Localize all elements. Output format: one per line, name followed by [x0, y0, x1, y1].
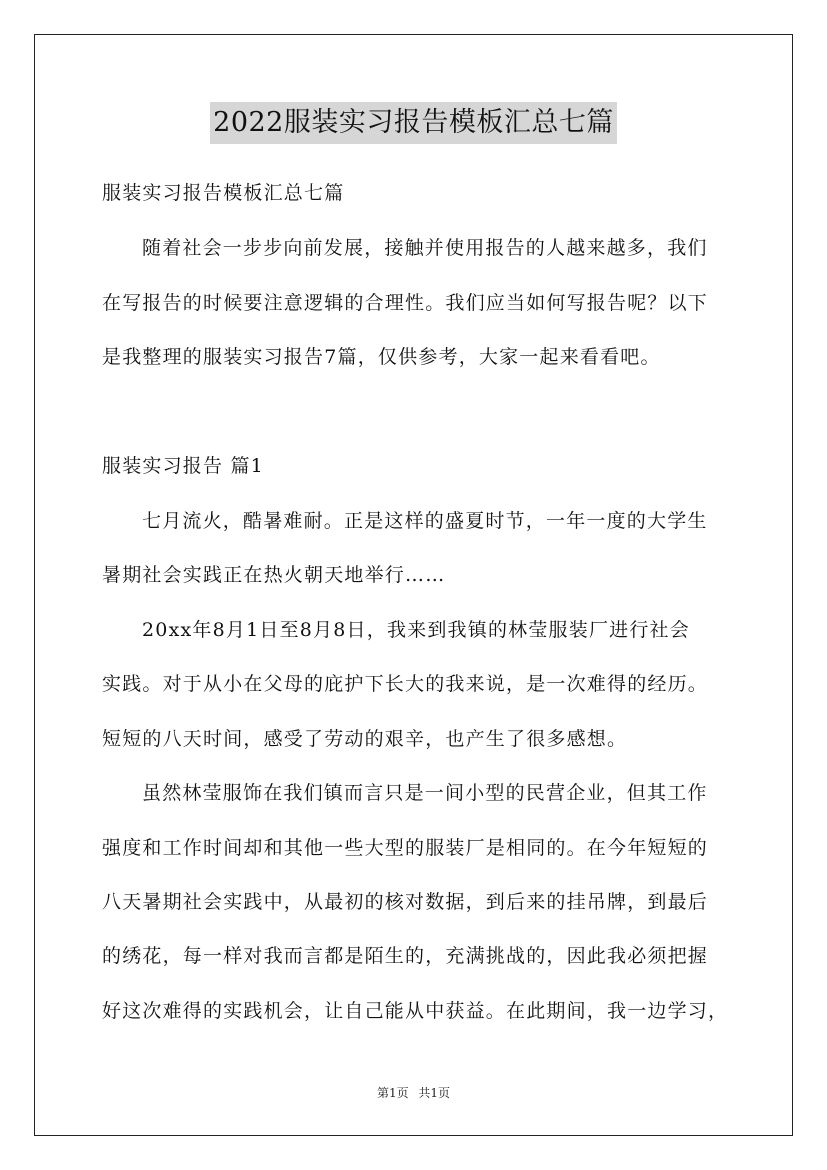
intro-line-2: 在写报告的时候要注意逻辑的合理性。我们应当如何写报告呢？以下	[102, 292, 709, 314]
para3-line-5: 好这次难得的实践机会，让自己能从中获益。在此期间，我一边学习，	[102, 1000, 729, 1022]
para3-line-1: 虽然林莹服饰在我们镇而言只是一间小型的民营企业，但其工作	[142, 782, 708, 804]
section-heading: 服装实习报告 篇1	[102, 455, 264, 477]
para1-line-2: 暑期社会实践正在热火朝天地举行……	[102, 564, 446, 586]
subtitle: 服装实习报告模板汇总七篇	[102, 182, 345, 204]
document-title	[0, 102, 827, 144]
title-text: 2022服装实习报告模板汇总七篇	[210, 102, 617, 144]
page-number: 第1页	[376, 1086, 409, 1100]
para3-line-2: 强度和工作时间却和其他一些大型的服装厂是相同的。在今年短短的	[102, 837, 709, 859]
page-footer	[0, 1084, 827, 1101]
intro-line-1: 随着社会一步步向前发展，接触并使用报告的人越来越多，我们	[142, 237, 708, 259]
para2-line-2: 实践。对于从小在父母的庇护下长大的我来说，是一次难得的经历。	[102, 673, 709, 695]
para3-line-4: 的绣花，每一样对我而言都是陌生的，充满挑战的，因此我必须把握	[102, 945, 709, 967]
intro-line-3: 是我整理的服装实习报告7篇，仅供参考，大家一起来看看吧。	[102, 346, 661, 368]
para3-line-3: 八天暑期社会实践中，从最初的核对数据，到后来的挂吊牌，到最后	[102, 891, 709, 913]
para2-line-3: 短短的八天时间，感受了劳动的艰辛，也产生了很多感想。	[102, 728, 628, 750]
para1-line-1: 七月流火，酷暑难耐。正是这样的盛夏时节，一年一度的大学生	[142, 510, 708, 532]
para2-line-1: 20xx年8月1日至8月8日，我来到我镇的林莹服装厂进行社会	[142, 619, 690, 641]
page-total: 共1页	[418, 1086, 451, 1100]
